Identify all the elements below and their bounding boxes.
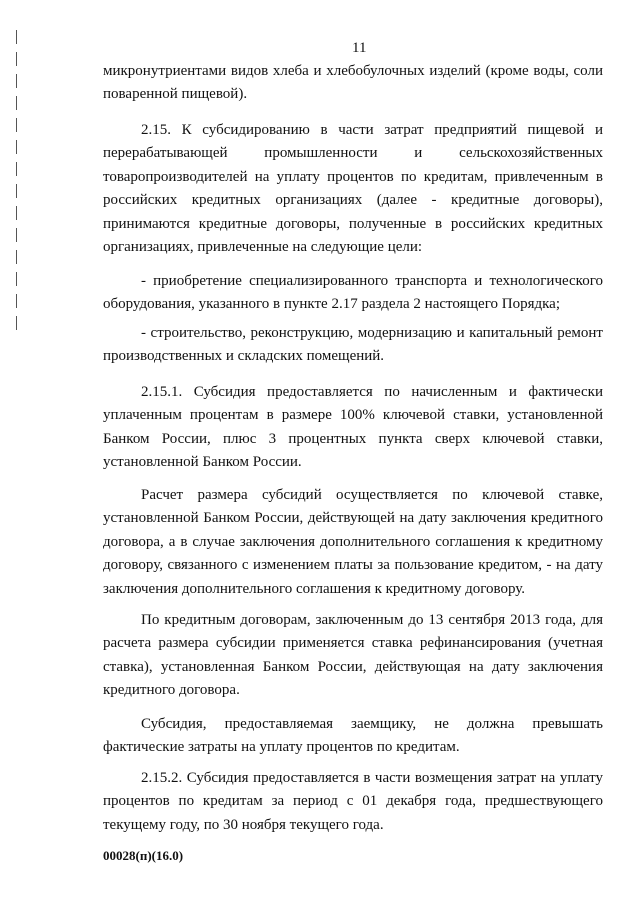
paragraph: Расчет размера субсидий осуществляется по ключевой ставке, установленной Банком России, действующей на дату заключения кредитного договора, а в случае заключения дополнительного соглашения к кредитному договору, связанного с изменением платы за пользование кредитом, - на дату заключения дополнительного соглашения к кредитному договору. bbox=[103, 487, 603, 597]
paragraph: 2.15. К субсидированию в части затрат предприятий пищевой и перерабатывающей промышленности и сельскохозяйственных товаропроизводителей на уплату процентов по кредитам, привлеченным в российских кредитных организациях (далее - кредитные договоры), принимаются кредитные договоры, полученные в российских кредитных организациях, привлеченные на следующие цели: bbox=[103, 122, 603, 256]
paragraph: 2.15.2. Субсидия предоставляется в части возмещения затрат на уплату процентов по кредитам за период с 01 декабря года, предшествующего текущему году, по 30 ноября текущего года. bbox=[103, 770, 603, 833]
section-2-15-1 bbox=[103, 381, 603, 475]
document-code: 00028(п)(16.0) bbox=[103, 848, 184, 863]
section-2-15-2 bbox=[103, 767, 603, 837]
paragraph: По кредитным договорам, заключенным до 13 сентября 2013 года, для расчета размера субсидии применяется ставка рефинансирования (учетная ставка), установленная Банком России, действующая на дату заключения кредитного договора. bbox=[103, 612, 603, 699]
paragraph-before-2013 bbox=[103, 609, 603, 703]
list-item: - приобретение специализированного транспорта и технологического оборудования, указанного в пункте 2.17 раздела 2 настоящего Порядка; bbox=[103, 273, 603, 313]
section-2-15 bbox=[103, 119, 603, 259]
paragraph-calculation bbox=[103, 484, 603, 601]
list-item-equipment bbox=[103, 270, 603, 317]
paragraph: 2.15.1. Субсидия предоставляется по начисленным и фактически уплаченным процентам в размере 100% ключевой ставки, установленной Банком России, плюс 3 процентных пункта сверх ключевой ставки, установленной Банком России. bbox=[103, 384, 603, 471]
list-item-construction bbox=[103, 322, 603, 369]
binding-margin-line bbox=[16, 30, 17, 335]
page-number: 11 bbox=[352, 40, 367, 56]
paragraph-limit bbox=[103, 713, 603, 760]
paragraph-continuation bbox=[103, 60, 603, 107]
paragraph: микронутриентами видов хлеба и хлебобулочных изделий (кроме воды, соли поваренной пищевой). bbox=[103, 63, 603, 103]
list-item: - строительство, реконструкцию, модернизацию и капитальный ремонт производственных и складских помещений. bbox=[103, 325, 603, 365]
paragraph: Субсидия, предоставляемая заемщику, не должна превышать фактические затраты на уплату процентов по кредитам. bbox=[103, 716, 603, 756]
